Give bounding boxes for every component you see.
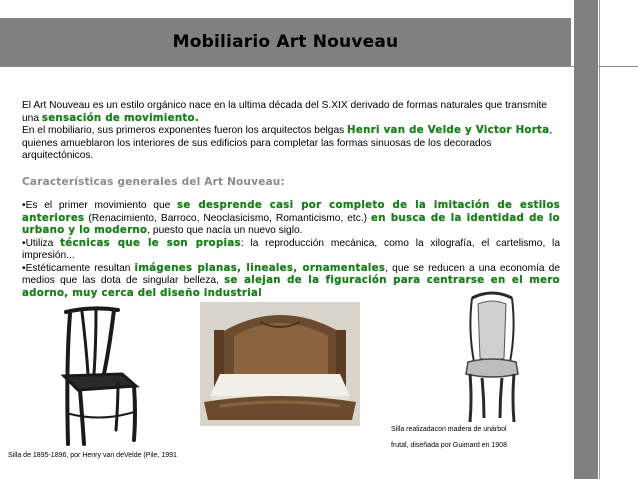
bullet-3-highlight-1: imágenes planas, lineales, ornamentales bbox=[134, 262, 386, 274]
bullet-2-a: •Utiliza bbox=[22, 237, 61, 249]
bullet-list bbox=[22, 200, 560, 300]
bullet-1-e: , puesto que nacía un nuevo siglo. bbox=[147, 225, 303, 236]
right-divider bbox=[599, 0, 600, 479]
section-heading: Características generales del Art Nouveau: bbox=[22, 176, 285, 188]
intro-p2-c: , quienes amueblaron los interiores de sus edificios para completar las formas sinuosas de los decorados arquitectónicos. bbox=[22, 125, 553, 161]
caption-right-line-1: Silla realizadacon madera de unárbol bbox=[391, 426, 507, 433]
right-stripe bbox=[574, 0, 598, 479]
intro-p1-a: El Art Nouveau es un estilo orgánico nace en la ultima década del S.XIX derivado de formas naturales que transmite una bbox=[22, 100, 547, 124]
bullet-1-c: (Renacimiento, Barroco, Neoclasicismo, Romanticismo, etc.) bbox=[84, 212, 372, 224]
bullet-3-c: , que se reducen a una economía de medios que las dota de singular belleza, bbox=[22, 262, 560, 286]
intro-p2-a: En el mobiliario, sus primeros exponentes fueron los arquitectos belgas bbox=[22, 125, 348, 136]
intro-p1-highlight: sensación de movimiento bbox=[41, 112, 195, 124]
bullet-1-highlight-2: en busca de la identidad de lo urbano y lo moderno bbox=[22, 212, 560, 236]
bullet-1-a: •Es el primer movimiento que bbox=[22, 200, 178, 211]
bullet-1-highlight-1: se desprende casi por completo de la imitación de estilos anteriores bbox=[22, 200, 560, 224]
van-de-velde-chair-image bbox=[52, 304, 142, 446]
bullet-3-a: •Estéticamente resultan bbox=[22, 262, 135, 274]
bullet-1 bbox=[22, 200, 560, 238]
caption-right-line-2: frutal, diseñada por Guimard en 1908 bbox=[391, 442, 507, 449]
bullet-2 bbox=[22, 238, 560, 263]
guimard-chair-image bbox=[458, 290, 526, 426]
bullet-3-highlight-2: se alejan de la figuración para centrarse en el mero adorno, muy cerca del diseño industrial bbox=[22, 275, 560, 299]
page-title: Mobiliario Art Nouveau bbox=[172, 32, 399, 52]
caption-left: Silla de 1895-1896, por Henry van deVelde (Pile, 1991 bbox=[8, 452, 177, 459]
intro-text bbox=[22, 100, 562, 163]
intro-p1-end: . bbox=[194, 112, 200, 124]
bullet-2-highlight: técnicas que le son propias bbox=[60, 237, 241, 249]
title-underline bbox=[0, 66, 638, 67]
intro-p2-highlight: Henri van de Velde y Victor Horta bbox=[347, 125, 550, 136]
bullet-2-c: : la reproducción mecánica, como la xilografía, el cartelismo, la impresión... bbox=[22, 237, 560, 261]
art-nouveau-bed-image bbox=[200, 302, 360, 426]
